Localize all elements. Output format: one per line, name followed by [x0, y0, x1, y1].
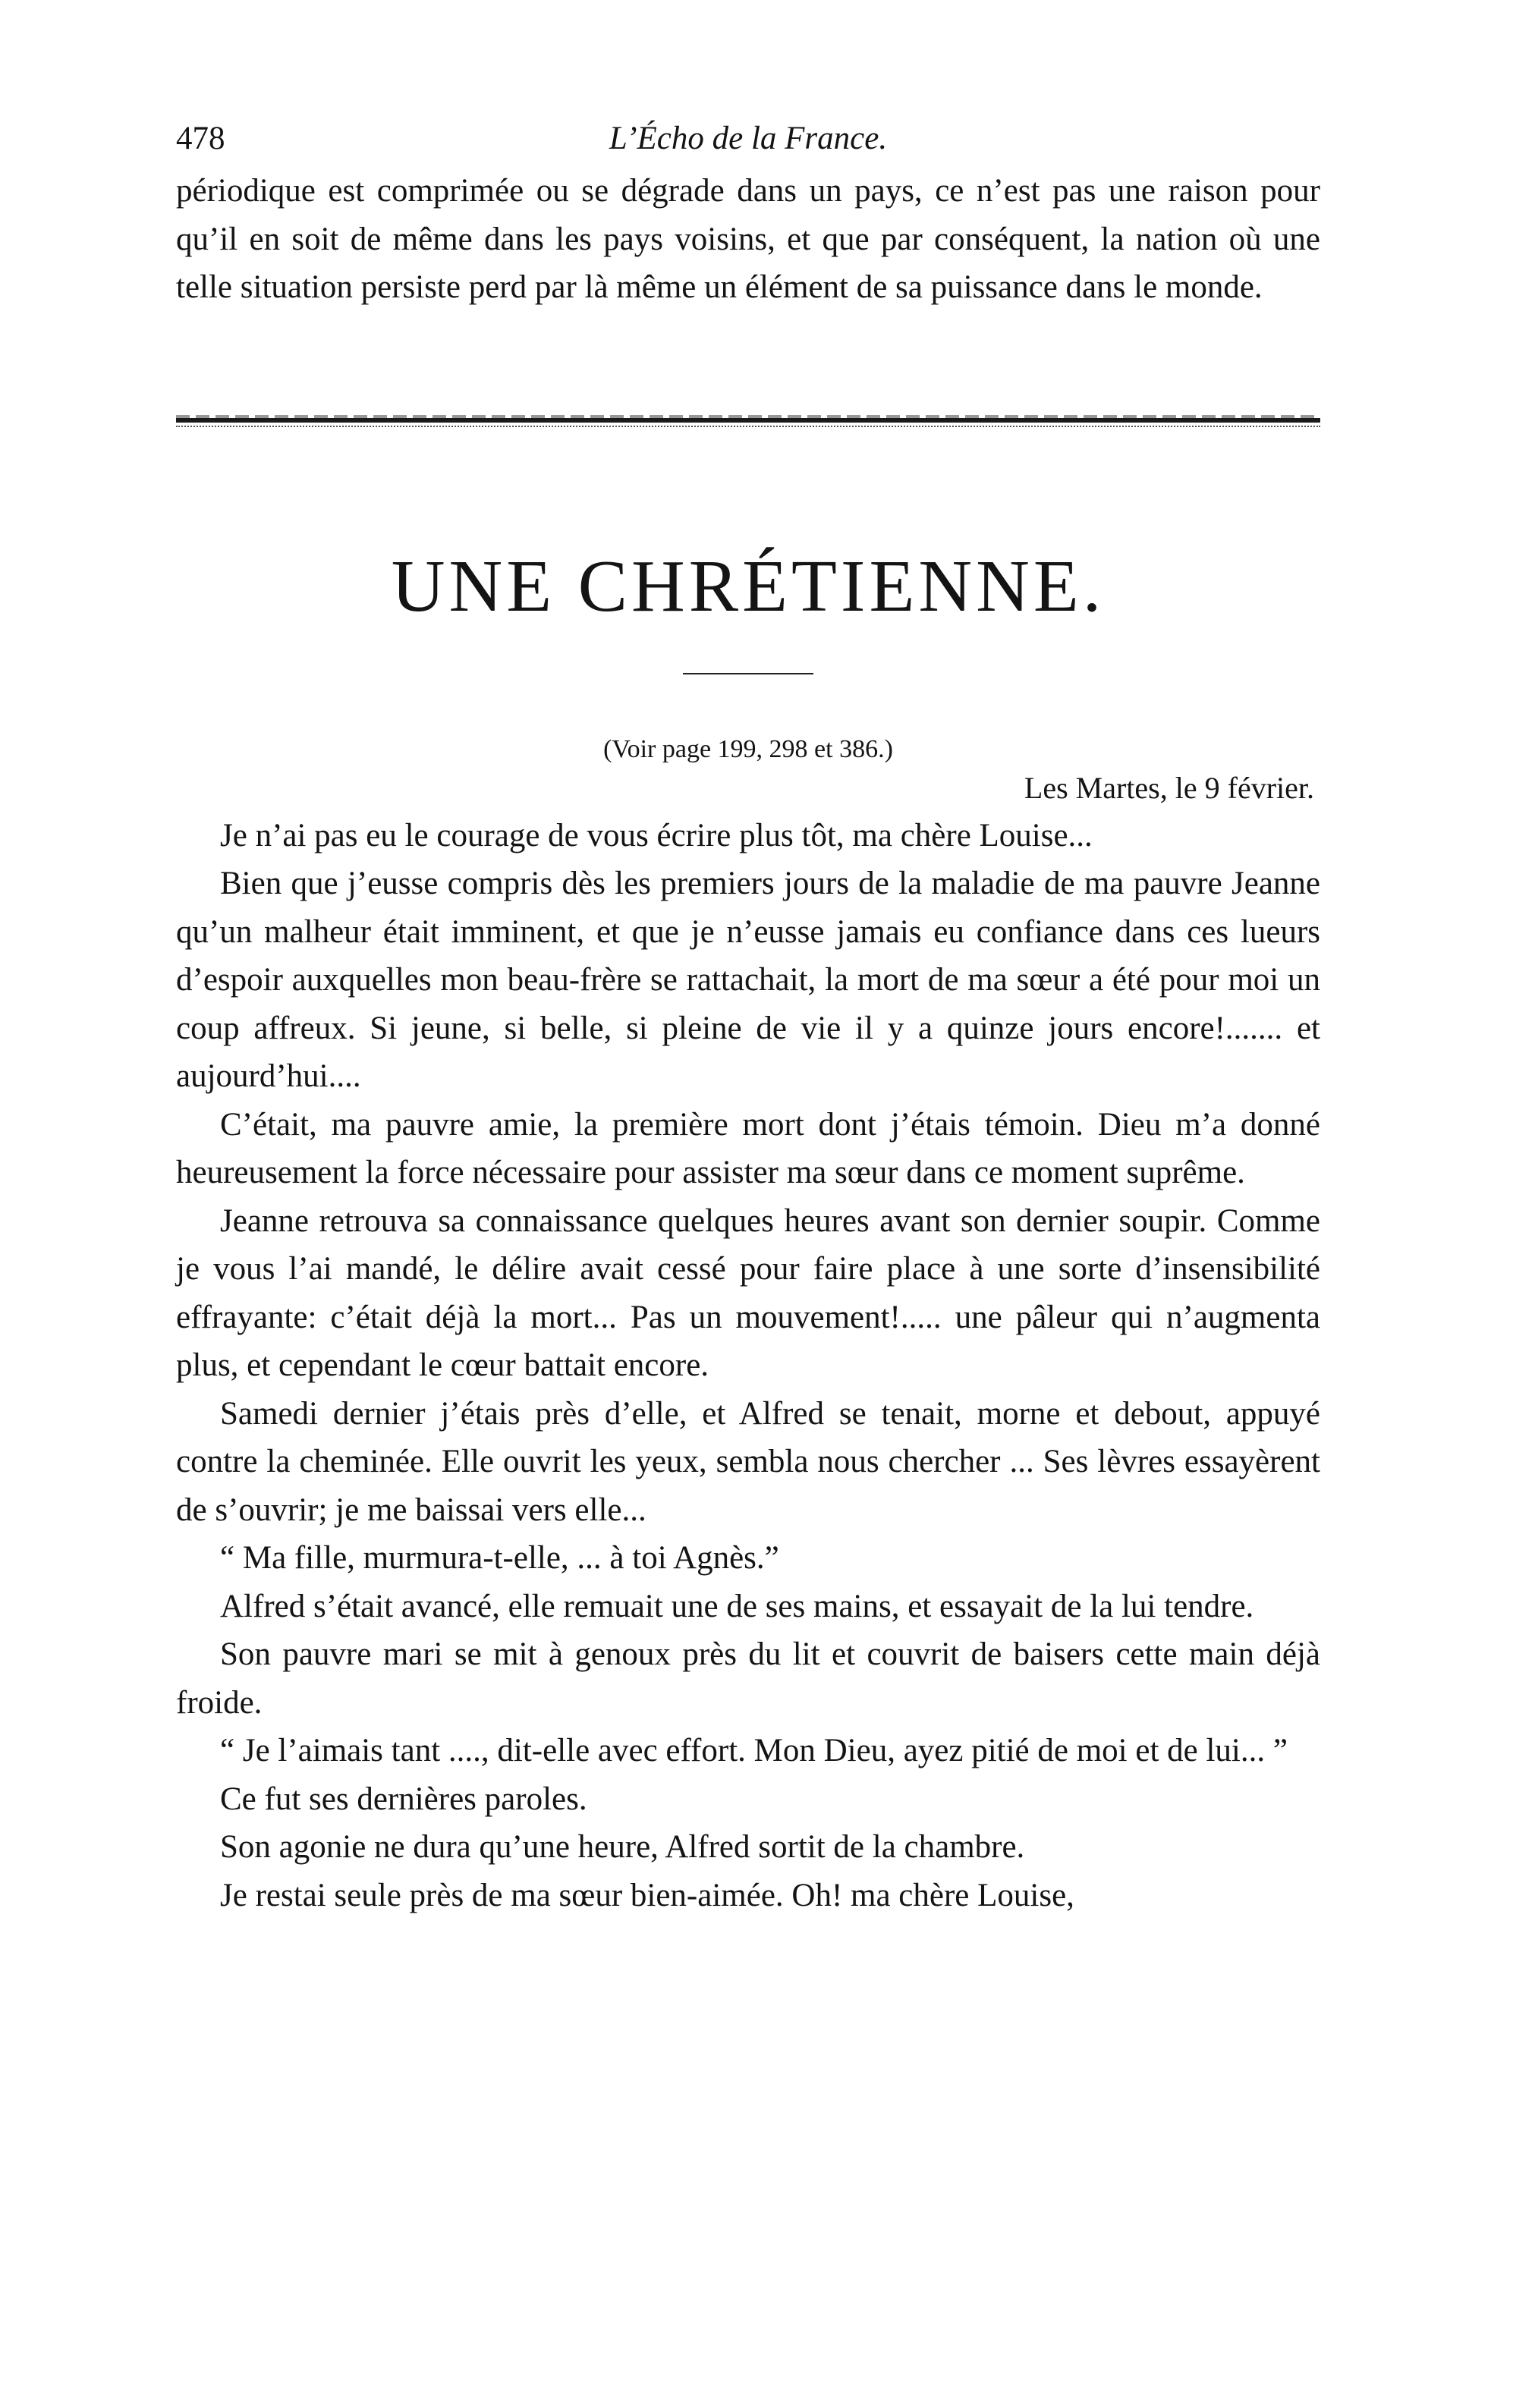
article-paragraph: Je n’ai pas eu le courage de vous écrire plus tôt, ma chère Louise... — [220, 817, 1093, 853]
article-title: UNE CHRÉTIENNE. — [391, 545, 1106, 627]
article-paragraph: Samedi dernier j’étais près d’elle, et Alfred se tenait, morne et debout, appuyé contre la cheminée. Elle ouvrit les yeux, sembla nous chercher ... Ses lèvres essayèrent de s’ouvrir; je me baissai vers elle... — [176, 1395, 1320, 1528]
title-rule — [683, 673, 813, 674]
journal-title: L’Écho de la France. — [609, 121, 888, 156]
article-paragraph: Bien que j’eusse compris dès les premiers jours de la maladie de ma pauvre Jeanne qu’un malheur était imminent, et que je n’eusse jamais eu confiance dans ces lueurs d’espoir auxquelles mon beau-frère se rattachait, la mort de ma sœur a été pour moi un coup affreux. Si jeune, si belle, si pleine de vie il y a quinze jours encore!....... et aujourd’hui.... — [176, 866, 1320, 1094]
article-body — [176, 812, 1320, 1920]
article-paragraph: Jeanne retrouva sa connaissance quelques heures avant son dernier soupir. Comme je vous l’ai mandé, le délire avait cessé pour faire place à une sorte d’insensibilité effrayante: c’était déjà la mort... Pas un mouvement!..... une pâleur qui n’augmenta plus, et cependant le cœur battait encore. — [176, 1202, 1320, 1383]
article-paragraph: “ Ma fille, murmura-t-elle, ... à toi Agnès.” — [220, 1540, 779, 1576]
intro-paragraph: périodique est comprimée ou se dégrade dans un pays, ce n’est pas une raison pour qu’il en soit de même dans les pays voisins, et que par conséquent, la nation où une telle situation persiste perd par là même un élément de sa puissance dans le monde. — [176, 173, 1320, 305]
article-paragraph: Alfred s’était avancé, elle remuait une de ses mains, et essayait de la lui tendre. — [220, 1588, 1254, 1624]
article-paragraph: Son pauvre mari se mit à genoux près du lit et couvrit de baisers cette main déjà froide. — [176, 1636, 1320, 1721]
ornamental-divider — [176, 418, 1320, 430]
article-paragraph: Son agonie ne dura qu’une heure, Alfred sortit de la chambre. — [220, 1829, 1025, 1865]
article-paragraph: Ce fut ses dernières paroles. — [220, 1781, 587, 1817]
article-paragraph: C’était, ma pauvre amie, la première mort dont j’étais témoin. Dieu m’a donné heureusement la force nécessaire pour assister ma sœur dans ce moment suprême. — [176, 1106, 1320, 1190]
article-reference: (Voir page 199, 298 et 386.) — [603, 734, 893, 763]
article-paragraph: “ Je l’aimais tant ...., dit-elle avec effort. Mon Dieu, ayez pitié de moi et de lui... ” — [220, 1733, 1288, 1768]
book-page — [176, 106, 1320, 1919]
running-head — [176, 106, 1320, 167]
letter-dateline: Les Martes, le 9 février. — [1024, 770, 1314, 805]
article-paragraph: Je restai seule près de ma sœur bien-aimée. Oh! ma chère Louise, — [220, 1877, 1074, 1913]
page-number: 478 — [176, 121, 225, 156]
